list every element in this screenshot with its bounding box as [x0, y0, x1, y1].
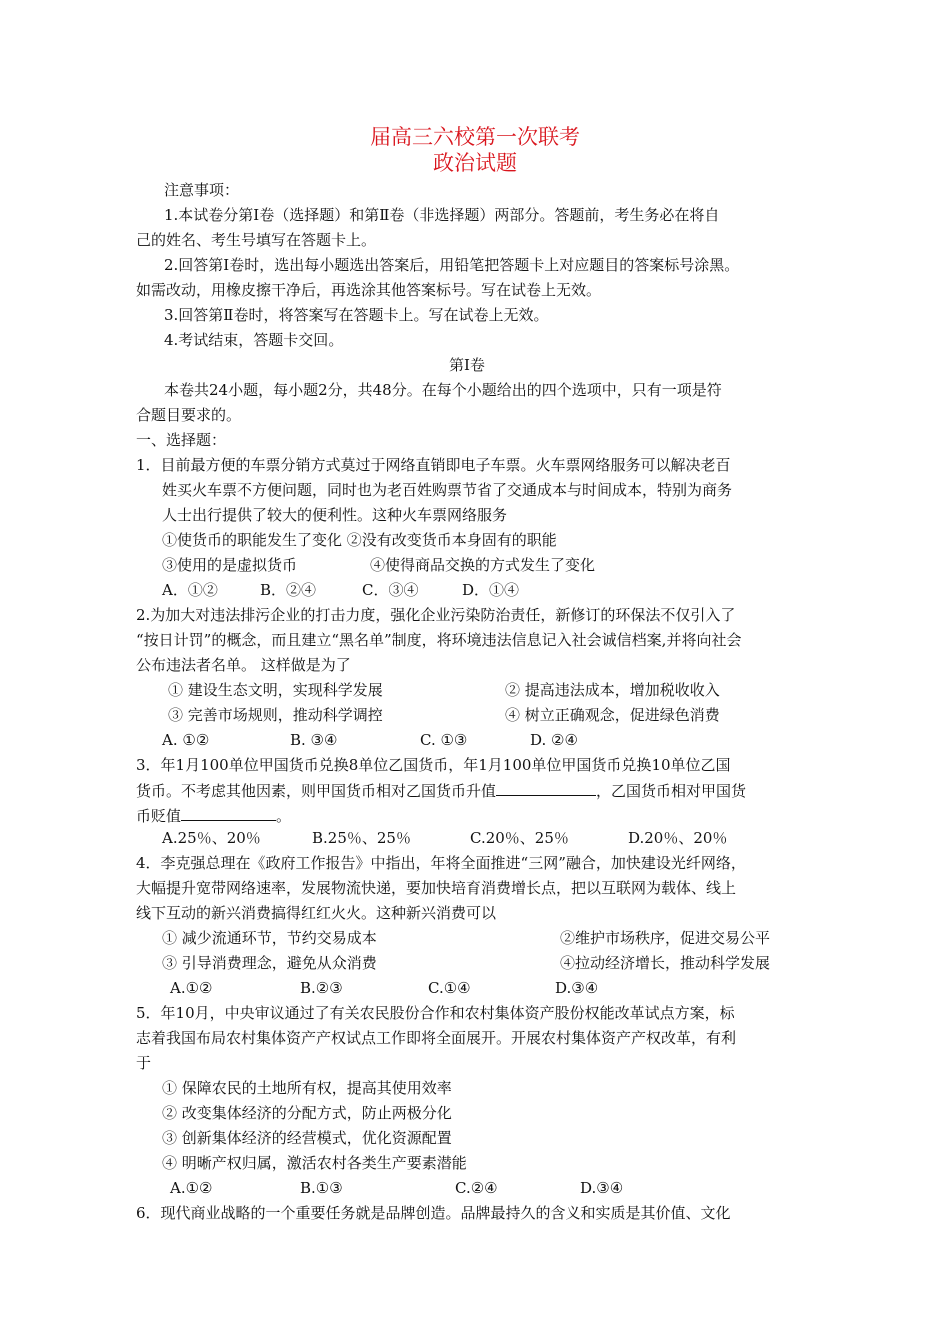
q2-option-2: ② 提高违法成本，增加税收收入	[505, 681, 720, 699]
q4-answer-b: B.②③	[300, 979, 343, 997]
q1-answer-c: C．③④	[362, 581, 419, 599]
q5-option-3: ③ 创新集体经济的经营模式，优化资源配置	[162, 1129, 452, 1147]
q3-answer-c: C.20％、25％	[470, 829, 569, 847]
q3-answer-a: A.25％、20％	[162, 829, 261, 847]
notice-item-1-line-1: 1.本试卷分第Ⅰ卷（选择题）和第Ⅱ卷（非选择题）两部分。答题前，考生务必在将自	[164, 206, 720, 224]
q1-answer-d: D．①④	[462, 581, 520, 599]
q5-line-3: 于	[136, 1054, 152, 1072]
q4-option-3: ③ 引导消费理念，避免从众消费	[162, 954, 377, 972]
q4-answer-d: D.③④	[555, 979, 599, 997]
q5-option-2: ② 改变集体经济的分配方式，防止两极分化	[162, 1104, 452, 1122]
q1-line-1: 1．目前最方便的车票分销方式莫过于网络直销即电子车票。火车票网络服务可以解决老百	[136, 456, 731, 474]
q3-blank-2	[181, 805, 276, 821]
q4-line-1: 4．李克强总理在《政府工作报告》中指出，年将全面推进“三网”融合，加快建设光纤网络，	[136, 854, 746, 872]
q1-option-3: ③使用的是虚拟货币	[162, 556, 298, 574]
q4-option-2: ②维护市场秩序，促进交易公平	[560, 929, 771, 947]
exam-subject-title: 政治试题	[433, 151, 517, 175]
notice-item-1-line-2: 己的姓名、考生号填写在答题卡上。	[136, 231, 377, 249]
q5-answer-b: B.①③	[300, 1179, 343, 1197]
q3-line-2-text-b: ，乙国货币相对甲国货	[596, 782, 747, 800]
q5-line-2: 志着我国布局农村集体资产产权试点工作即将全面展开。开展农村集体资产产权改革，有利	[136, 1029, 737, 1047]
q3-line-3	[136, 805, 291, 826]
q4-line-3: 线下互动的新兴消费搞得红红火火。这种新兴消费可以	[136, 904, 497, 922]
q6-line-1: 6．现代商业战略的一个重要任务就是品牌创造。品牌最持久的含义和实质是其价值、文化	[136, 1204, 731, 1222]
q4-answer-c: C.①④	[428, 979, 471, 997]
q4-line-2: 大幅提升宽带网络速率，发展物流快递，要加快培育消费增长点，把以互联网为载体、线上	[136, 879, 737, 897]
q5-answer-a: A.①②	[170, 1179, 213, 1197]
q2-line-1: 2.为加大对违法排污企业的打击力度，强化企业污染防治责任，新修订的环保法不仅引入了	[136, 606, 736, 624]
q2-answer-d: D. ②④	[530, 731, 578, 749]
part-1-intro-line-2: 合题目要求的。	[136, 406, 242, 424]
q3-line-1: 3．年1月100单位甲国货币兑换8单位乙国货币，年1月100单位甲国货币兑换10单位乙国	[136, 756, 731, 774]
q5-answer-d: D.③④	[580, 1179, 624, 1197]
q5-option-1: ① 保障农民的土地所有权，提高其使用效率	[162, 1079, 452, 1097]
q2-line-3: 公布违法者名单。 这样做是为了	[136, 656, 351, 674]
q3-line-2	[136, 780, 746, 801]
notice-item-4: 4.考试结束，答题卡交回。	[164, 331, 344, 349]
part-1-heading: 第Ⅰ卷	[449, 356, 485, 374]
q3-answer-b: B.25％、25％	[312, 829, 411, 847]
q1-line-3: 人士出行提供了较大的便利性。这种火车票网络服务	[162, 506, 508, 524]
notice-heading: 注意事项：	[164, 181, 240, 199]
q2-option-1: ① 建设生态文明，实现科学发展	[168, 681, 383, 699]
q3-line-2-text-a: 货币。不考虑其他因素，则甲国货币相对乙国货币升值	[136, 782, 497, 800]
q1-options-1-2: ①使货币的职能发生了变化 ②没有改变货币本身固有的职能	[162, 531, 557, 549]
q2-option-4: ④ 树立正确观念，促进绿色消费	[505, 706, 720, 724]
notice-item-3: 3.回答第Ⅱ卷时，将答案写在答题卡上。写在试卷上无效。	[164, 306, 549, 324]
q3-line-3-text-b: 。	[276, 807, 292, 825]
q2-answer-a: A. ①②	[162, 731, 210, 749]
notice-item-2-line-1: 2.回答第Ⅰ卷时，选出每小题选出答案后，用铅笔把答题卡上对应题目的答案标号涂黑。	[164, 256, 740, 274]
part-1-intro-line-1: 本卷共24小题，每小题2分，共48分。在每个小题给出的四个选项中，只有一项是符	[164, 381, 722, 399]
q1-answer-a: A．①②	[162, 581, 218, 599]
q2-answer-b: B. ③④	[290, 731, 338, 749]
q2-line-2: “按日计罚”的概念，而且建立“黑名单”制度，将环境违法信息记入社会诚信档案,并将向社会	[136, 631, 742, 649]
exam-title: 届高三六校第一次联考	[370, 125, 580, 149]
q3-blank-1	[496, 780, 596, 796]
q5-answer-c: C.②④	[455, 1179, 498, 1197]
section-heading: 一、选择题：	[136, 431, 227, 449]
q4-option-1: ① 减少流通环节，节约交易成本	[162, 929, 377, 947]
q4-option-4: ④拉动经济增长，推动科学发展	[560, 954, 771, 972]
q5-option-4: ④ 明晰产权归属，激活农村各类生产要素潜能	[162, 1154, 467, 1172]
notice-item-2-line-2: 如需改动，用橡皮擦干净后，再选涂其他答案标号。写在试卷上无效。	[136, 281, 602, 299]
q4-answer-a: A.①②	[170, 979, 213, 997]
q3-answer-d: D.20％、20％	[628, 829, 728, 847]
q1-line-2: 姓买火车票不方便问题，同时也为老百姓购票节省了交通成本与时间成本，特别为商务	[162, 481, 733, 499]
q2-option-3: ③ 完善市场规则，推动科学调控	[168, 706, 383, 724]
q1-answer-b: B．②④	[260, 581, 317, 599]
q2-answer-c: C. ①③	[420, 731, 468, 749]
q3-line-3-text-a: 币贬值	[136, 807, 182, 825]
q5-line-1: 5．年10月，中央审议通过了有关农民股份合作和农村集体资产股份权能改革试点方案，标	[136, 1004, 735, 1022]
q1-option-4: ④使得商品交换的方式发生了变化	[370, 556, 596, 574]
